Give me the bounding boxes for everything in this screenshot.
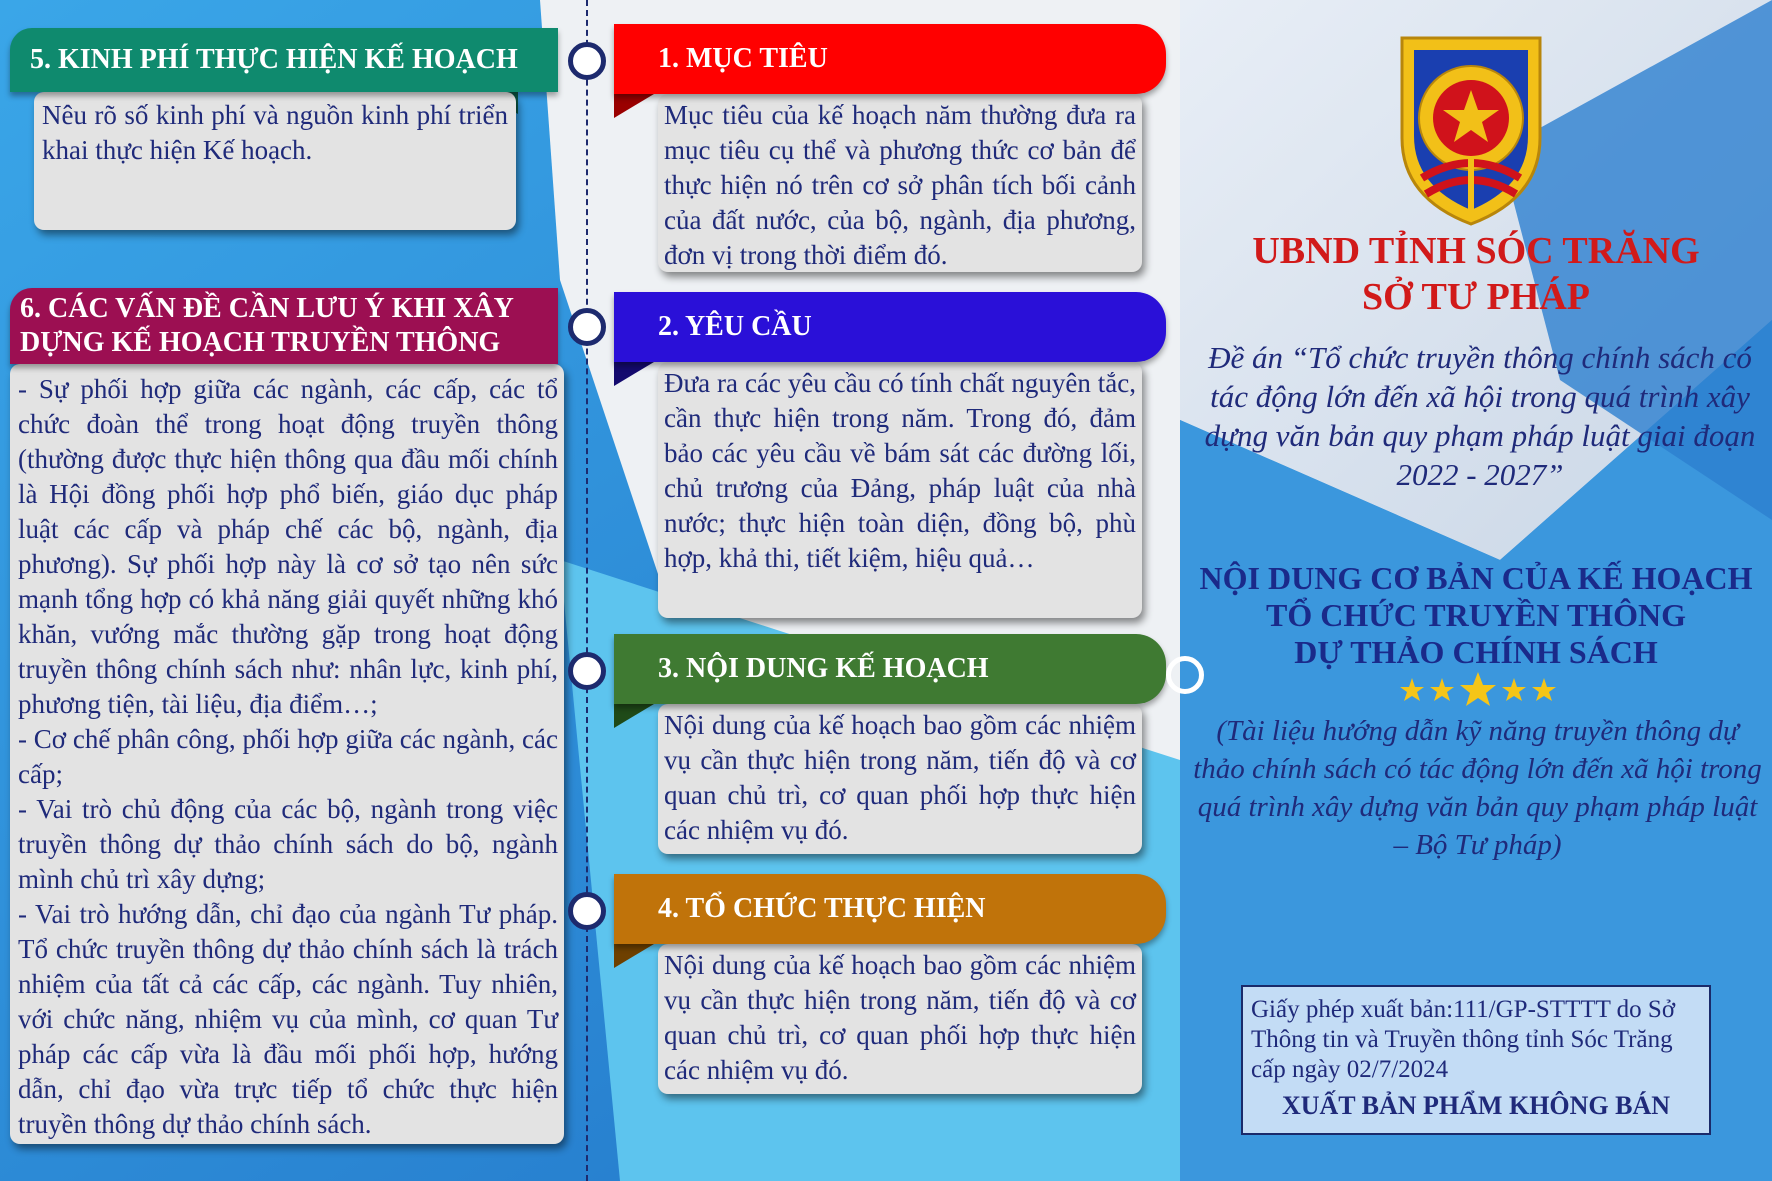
timeline-node-6 bbox=[568, 308, 606, 346]
panel-1-text: Mục tiêu của kế hoạch năm thường đưa ra mục tiêu cụ thể và phương thức cơ bản để thực hiện nó trên cơ sở phân tích bối cảnh của đất nước, của bộ, ngành, địa phương, đơn vị trong thời điểm đó. bbox=[664, 100, 1136, 270]
panel-4-title: 4. TỔ CHỨC THỰC HIỆN bbox=[614, 874, 1166, 944]
not-for-sale-label: XUẤT BẢN PHẨM KHÔNG BÁN bbox=[1281, 1091, 1671, 1120]
emblem-logo bbox=[1392, 28, 1550, 228]
panel-4-text: Nội dung của kế hoạch bao gồm các nhiệm vụ cần thực hiện trong năm, tiến độ và cơ quan chủ trì, cơ quan phối hợp thực hiện các nhiệm vụ đó. bbox=[664, 950, 1136, 1085]
panel-1-content bbox=[658, 94, 1142, 272]
license-text: Giấy phép xuất bản:111/GP-STTTT do Sở Thông tin và Truyền thông tỉnh Sóc Trăng cấp ngày 02/7/2024 bbox=[1251, 996, 1676, 1083]
panel-6-content bbox=[10, 364, 564, 1144]
panel-4-content bbox=[658, 944, 1142, 1094]
panel-2-text: Đưa ra các yêu cầu có tính chất nguyên tắc, cần thực hiện trong năm. Trong đó, đảm bảo các yêu cầu về bám sát các đường lối, chủ trương của Đảng, pháp luật của nhà nước; thực hiện toàn diện, đồng bộ, phù hợp, khả thi, tiết kiệm, hiệu quả… bbox=[664, 368, 1136, 573]
panel-6-item-3: - Vai trò chủ động của các bộ, ngành trong việc truyền thông dự thảo chính sách do bộ, ngành mình chủ trì xây dựng; bbox=[18, 794, 558, 894]
panel-6-title-line2: DỰNG KẾ HOẠCH TRUYỀN THÔNG bbox=[20, 327, 501, 358]
stars-decoration bbox=[1398, 672, 1558, 708]
panel-3-text: Nội dung của kế hoạch bao gồm các nhiệm vụ cần thực hiện trong năm, tiến độ và cơ quan chủ trì, cơ quan phối hợp thực hiện các nhiệm vụ đó. bbox=[664, 710, 1136, 845]
panel-3-content bbox=[658, 704, 1142, 854]
main-heading bbox=[1180, 560, 1772, 671]
org-line-1: UBND TỈNH SÓC TRĂNG bbox=[1252, 230, 1700, 272]
panel-4-fold bbox=[614, 944, 654, 968]
panel-6-title bbox=[10, 288, 558, 364]
panel-6-title-line1: 6. CÁC VẤN ĐỀ CẦN LƯU Ý KHI XÂY bbox=[20, 293, 514, 324]
panel-2-content bbox=[658, 362, 1142, 618]
stars-icon bbox=[1398, 672, 1558, 708]
heading-line-2: TỔ CHỨC TRUYỀN THÔNG bbox=[1266, 597, 1686, 633]
cover-node bbox=[1166, 656, 1204, 694]
panel-6-item-4: - Vai trò hướng dẫn, chỉ đạo của ngành Tư pháp. Tổ chức truyền thông dự thảo chính sách là trách nhiệm của tất cả các cấp, các ngành. Tuy nhiên, với chức năng, nhiệm vụ của mình, cơ quan Tư pháp các cấp vừa là đầu mối phối hợp, hướng dẫn, chỉ đạo vừa trực tiếp tổ chức thực hiện truyền thông dự thảo chính sách. bbox=[18, 899, 558, 1139]
timeline-node-5 bbox=[568, 42, 606, 80]
justice-emblem-icon bbox=[1392, 28, 1550, 228]
project-title: Đề án “Tổ chức truyền thông chính sách có tác động lớn đến xã hội trong quá trình xây dựng văn bản quy phạm pháp luật giai đoạn 2022 - 2027” bbox=[1204, 340, 1756, 492]
org-name bbox=[1180, 228, 1772, 320]
cover-page bbox=[1180, 0, 1772, 1181]
heading-line-3: DỰ THẢO CHÍNH SÁCH bbox=[1294, 634, 1658, 670]
panel-5-text: Nêu rõ số kinh phí và nguồn kinh phí triển khai thực hiện Kế hoạch. bbox=[42, 100, 508, 165]
panel-3-title: 3. NỘI DUNG KẾ HOẠCH bbox=[614, 634, 1166, 704]
panel-1-title: 1. MỤC TIÊU bbox=[614, 24, 1166, 94]
panel-3-fold bbox=[614, 704, 654, 728]
org-line-2: SỞ TƯ PHÁP bbox=[1361, 276, 1591, 318]
panel-6-item-2: - Cơ chế phân công, phối hợp giữa các ngành, các cấp; bbox=[18, 724, 558, 789]
heading-line-1: NỘI DUNG CƠ BẢN CỦA KẾ HOẠCH bbox=[1199, 560, 1753, 596]
guide-note: (Tài liệu hướng dẫn kỹ năng truyền thông dự thảo chính sách có tác động lớn đến xã hội trong quá trình xây dựng văn bản quy phạm pháp luật – Bộ Tư pháp) bbox=[1193, 715, 1762, 861]
panel-5-content bbox=[34, 92, 516, 230]
timeline-line bbox=[586, 0, 588, 1181]
panel-5-title: 5. KINH PHÍ THỰC HIỆN KẾ HOẠCH bbox=[10, 28, 558, 92]
panel-2-title: 2. YÊU CẦU bbox=[614, 292, 1166, 362]
timeline-node-4 bbox=[568, 892, 606, 930]
license-box bbox=[1241, 985, 1711, 1135]
panel-2-fold bbox=[614, 362, 654, 386]
panel-1-fold bbox=[614, 94, 654, 118]
timeline-node-3 bbox=[568, 652, 606, 690]
panel-6-item-1: - Sự phối hợp giữa các ngành, các cấp, các tổ chức đoàn thể trong hoạt động truyền thông (thường được thực hiện thông qua đầu mối chính là Hội đồng phối hợp phổ biến, giáo dục pháp luật các cấp và pháp chế các bộ, ngành, địa phương). Sự phối hợp này là cơ sở tạo nên sức mạnh tổng hợp có khả năng giải quyết những khó khăn, vướng mắc thường gặp trong hoạt động truyền thông chính sách như: nhân lực, kinh phí, phương tiện, tài liệu, địa điểm…; bbox=[18, 374, 558, 719]
